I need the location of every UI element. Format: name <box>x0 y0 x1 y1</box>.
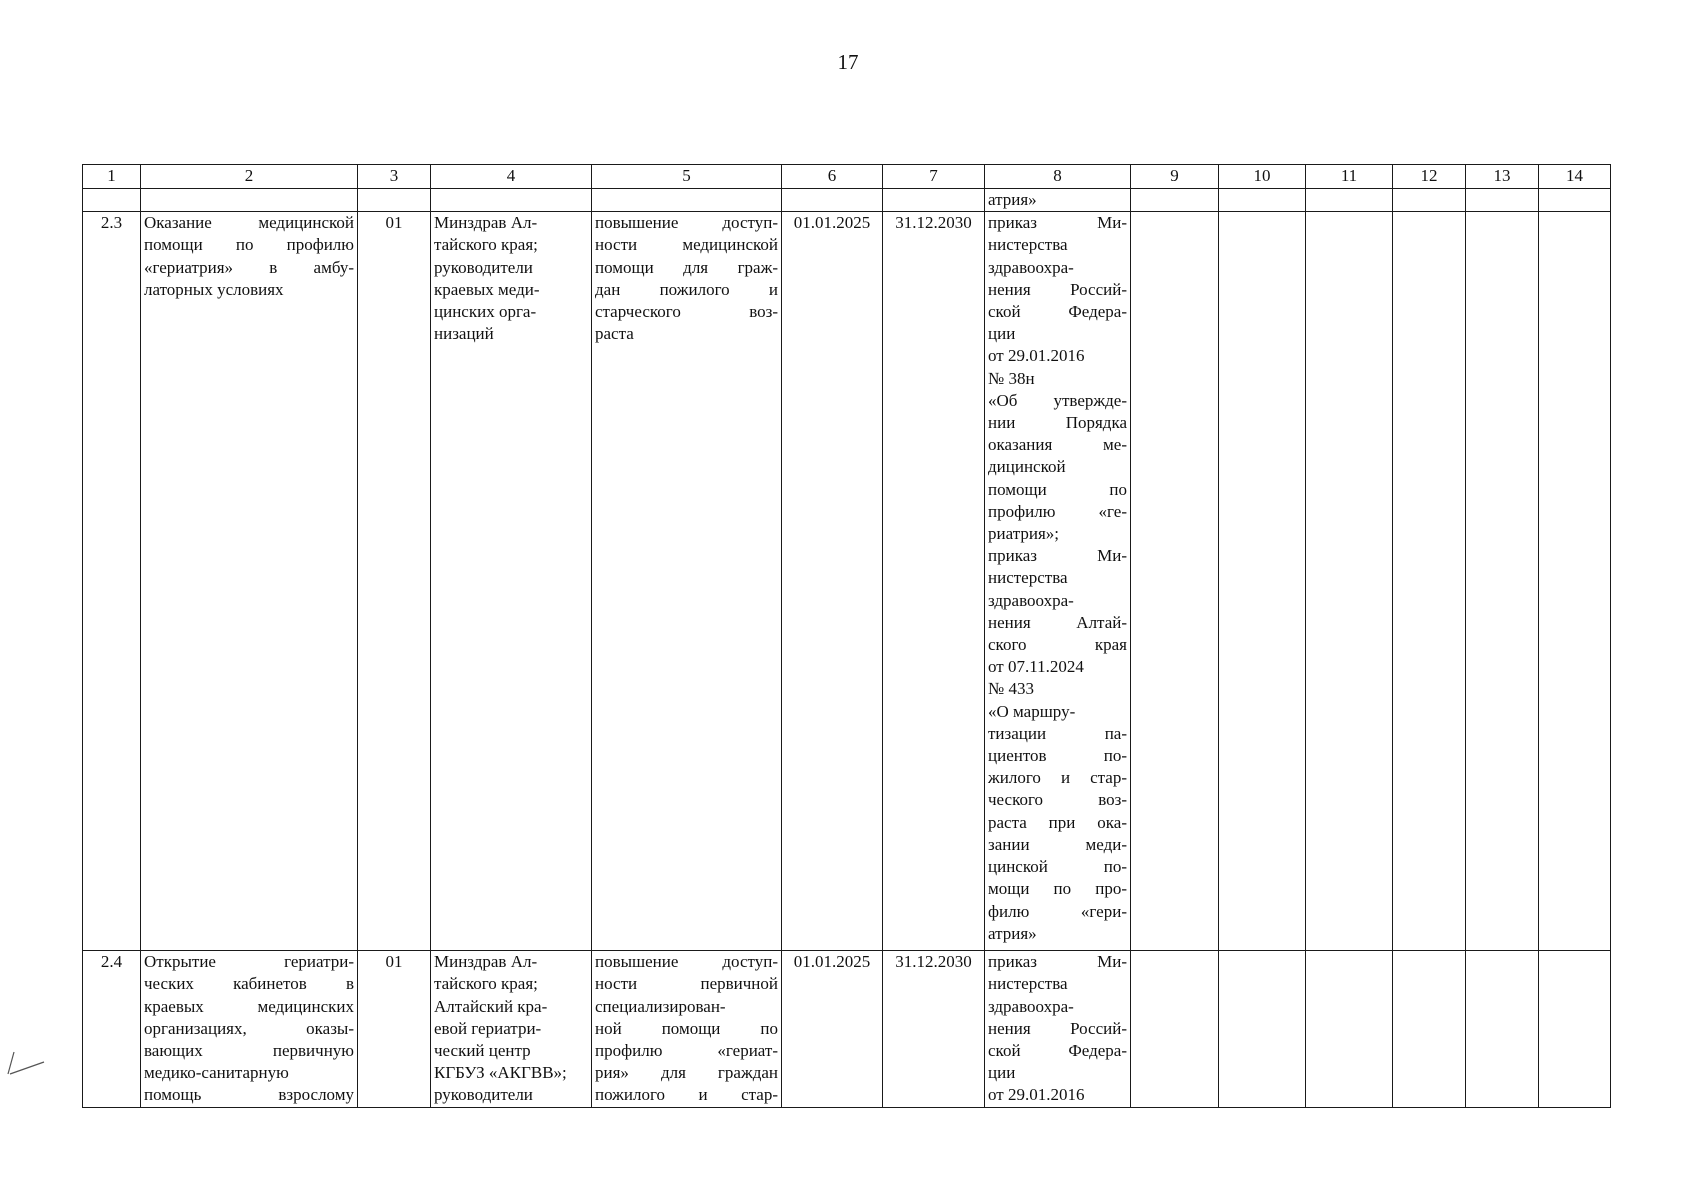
text-line: нения Россий- <box>988 279 1127 299</box>
text-line: дицинской <box>988 457 1066 477</box>
text-line: низаций <box>434 324 494 344</box>
text-line: от 29.01.2016 <box>988 346 1085 366</box>
executors-cell <box>431 951 592 1107</box>
text-line: ческих кабинетов в <box>144 974 354 994</box>
column-number: 13 <box>1466 165 1539 189</box>
text-line: организациях, оказы- <box>144 1018 354 1038</box>
column-number: 12 <box>1393 165 1466 189</box>
column-number-row <box>83 165 1611 189</box>
text-line: старческого воз- <box>595 302 778 322</box>
empty-cell <box>1131 951 1219 1107</box>
text-line: зании меди- <box>988 834 1127 854</box>
activities-table <box>82 164 1611 1108</box>
text-line: здравоохра- <box>988 590 1074 610</box>
text-line: профилю «гериат- <box>595 1041 778 1061</box>
text-line: повышение доступ- <box>595 952 778 972</box>
row-number: 2.3 <box>83 212 141 951</box>
text-line: риатрия»; <box>988 524 1059 544</box>
text-line: помощи для граж- <box>595 257 778 277</box>
text-line: приказ Ми- <box>988 213 1127 233</box>
text-line: медико-санитарную <box>144 1063 289 1083</box>
text-line: «Об утвержде- <box>988 390 1127 410</box>
empty-cell <box>1131 212 1219 951</box>
text-line: нистерства <box>988 974 1068 994</box>
text-line: ции <box>988 324 1016 344</box>
text-line: Оказание медицинской <box>144 213 354 233</box>
text-line: рия» для граждан <box>595 1063 778 1083</box>
result-cell <box>592 212 782 951</box>
text-line: руководители <box>434 257 533 277</box>
start-date-cell: 01.01.2025 <box>782 212 883 951</box>
text-line: латорных условиях <box>144 279 284 299</box>
column-number: 5 <box>592 165 782 189</box>
text-line: от 29.01.2016 <box>988 1085 1085 1105</box>
row-number: 2.4 <box>83 951 141 1107</box>
text-line: евой гериатри- <box>434 1018 542 1038</box>
text-line: атрия» <box>988 923 1037 943</box>
empty-cell <box>1393 212 1466 951</box>
text-line: ской Федера- <box>988 1041 1127 1061</box>
text-line: краевых меди- <box>434 279 540 299</box>
table-row <box>83 212 1611 951</box>
column-number: 10 <box>1219 165 1306 189</box>
text-line: нистерства <box>988 235 1068 255</box>
column-number: 9 <box>1131 165 1219 189</box>
text-line: «О маршру- <box>988 701 1076 721</box>
text-line: тизации па- <box>988 723 1127 743</box>
text-line: циентов по- <box>988 746 1127 766</box>
text-line: жилого и стар- <box>988 768 1127 788</box>
text-line: цинских орга- <box>434 302 537 322</box>
text-line: от 07.11.2024 <box>988 657 1084 677</box>
text-line: специализирован- <box>595 996 726 1016</box>
text-line: ской Федера- <box>988 302 1127 322</box>
text-line: мощи по про- <box>988 879 1127 899</box>
column-number: 4 <box>431 165 592 189</box>
text-line: вающих первичную <box>144 1041 354 1061</box>
code-cell: 01 <box>358 951 431 1107</box>
text-line: руководители <box>434 1085 533 1105</box>
empty-cell <box>1466 212 1539 951</box>
text-line: помощи по профилю <box>144 235 354 255</box>
text-line: помощи по <box>988 479 1127 499</box>
text-line: Открытие гериатри- <box>144 952 354 972</box>
column-number: 3 <box>358 165 431 189</box>
table-row <box>83 951 1611 1107</box>
empty-cell <box>1306 212 1393 951</box>
empty-cell <box>1539 212 1611 951</box>
text-line: нистерства <box>988 568 1068 588</box>
empty-cell <box>1219 212 1306 951</box>
text-line: здравоохра- <box>988 257 1074 277</box>
column-number: 11 <box>1306 165 1393 189</box>
text-line: раста при ока- <box>988 812 1127 832</box>
text-line: раста <box>595 324 634 344</box>
page-number: 17 <box>837 50 859 74</box>
empty-cell <box>1539 951 1611 1107</box>
text-line: повышение доступ- <box>595 213 778 233</box>
pencil-mark <box>4 1030 64 1080</box>
text-line: профилю «ге- <box>988 501 1127 521</box>
empty-cell <box>1393 951 1466 1107</box>
text-line: ского края <box>988 635 1127 655</box>
text-line: здравоохра- <box>988 996 1074 1016</box>
empty-cell <box>1466 951 1539 1107</box>
text-line: нии Порядка <box>988 413 1127 433</box>
empty-cell <box>1219 951 1306 1107</box>
empty-cell <box>1306 951 1393 1107</box>
text-line: Минздрав Ал- <box>434 952 538 972</box>
text-line: филю «гери- <box>988 901 1127 921</box>
text-line: тайского края; <box>434 235 538 255</box>
result-cell <box>592 951 782 1107</box>
text-line: оказания ме- <box>988 435 1127 455</box>
column-number: 8 <box>985 165 1131 189</box>
text-line: нения Алтай- <box>988 612 1127 632</box>
text-line: ческого воз- <box>988 790 1127 810</box>
text-line: цинской по- <box>988 857 1127 877</box>
text-line: краевых медицинских <box>144 996 354 1016</box>
text-line: ности первичной <box>595 974 778 994</box>
text-line: «гериатрия» в амбу- <box>144 257 354 277</box>
start-date-cell: 01.01.2025 <box>782 951 883 1107</box>
text-line: тайского края; <box>434 974 538 994</box>
column-number: 1 <box>83 165 141 189</box>
column-number: 14 <box>1539 165 1611 189</box>
text-line: Минздрав Ал- <box>434 213 538 233</box>
text-line: Алтайский кра- <box>434 996 548 1016</box>
activity-name-cell <box>141 212 358 951</box>
text-line: ной помощи по <box>595 1018 778 1038</box>
text-line: № 433 <box>988 679 1034 699</box>
basis-cell <box>985 212 1131 951</box>
column-number: 6 <box>782 165 883 189</box>
text-line: КГБУЗ «АКГВВ»; <box>434 1063 567 1083</box>
text-line: нения Россий- <box>988 1018 1127 1038</box>
column-number: 7 <box>883 165 985 189</box>
text-line: приказ Ми- <box>988 952 1127 972</box>
basis-cell: атрия» <box>985 189 1131 212</box>
end-date-cell: 31.12.2030 <box>883 212 985 951</box>
text-line: ности медицинской <box>595 235 778 255</box>
text-line: помощь взрослому <box>144 1085 354 1105</box>
text-line: дан пожилого и <box>595 279 778 299</box>
code-cell: 01 <box>358 212 431 951</box>
activity-name-cell <box>141 951 358 1107</box>
text-line: пожилого и стар- <box>595 1085 778 1105</box>
executors-cell <box>431 212 592 951</box>
basis-cell <box>985 951 1131 1107</box>
text-line: приказ Ми- <box>988 546 1127 566</box>
text-line: ческий центр <box>434 1041 531 1061</box>
end-date-cell: 31.12.2030 <box>883 951 985 1107</box>
text-line: ции <box>988 1063 1016 1083</box>
continuation-row <box>83 189 1611 212</box>
column-number: 2 <box>141 165 358 189</box>
text-line: № 38н <box>988 368 1035 388</box>
